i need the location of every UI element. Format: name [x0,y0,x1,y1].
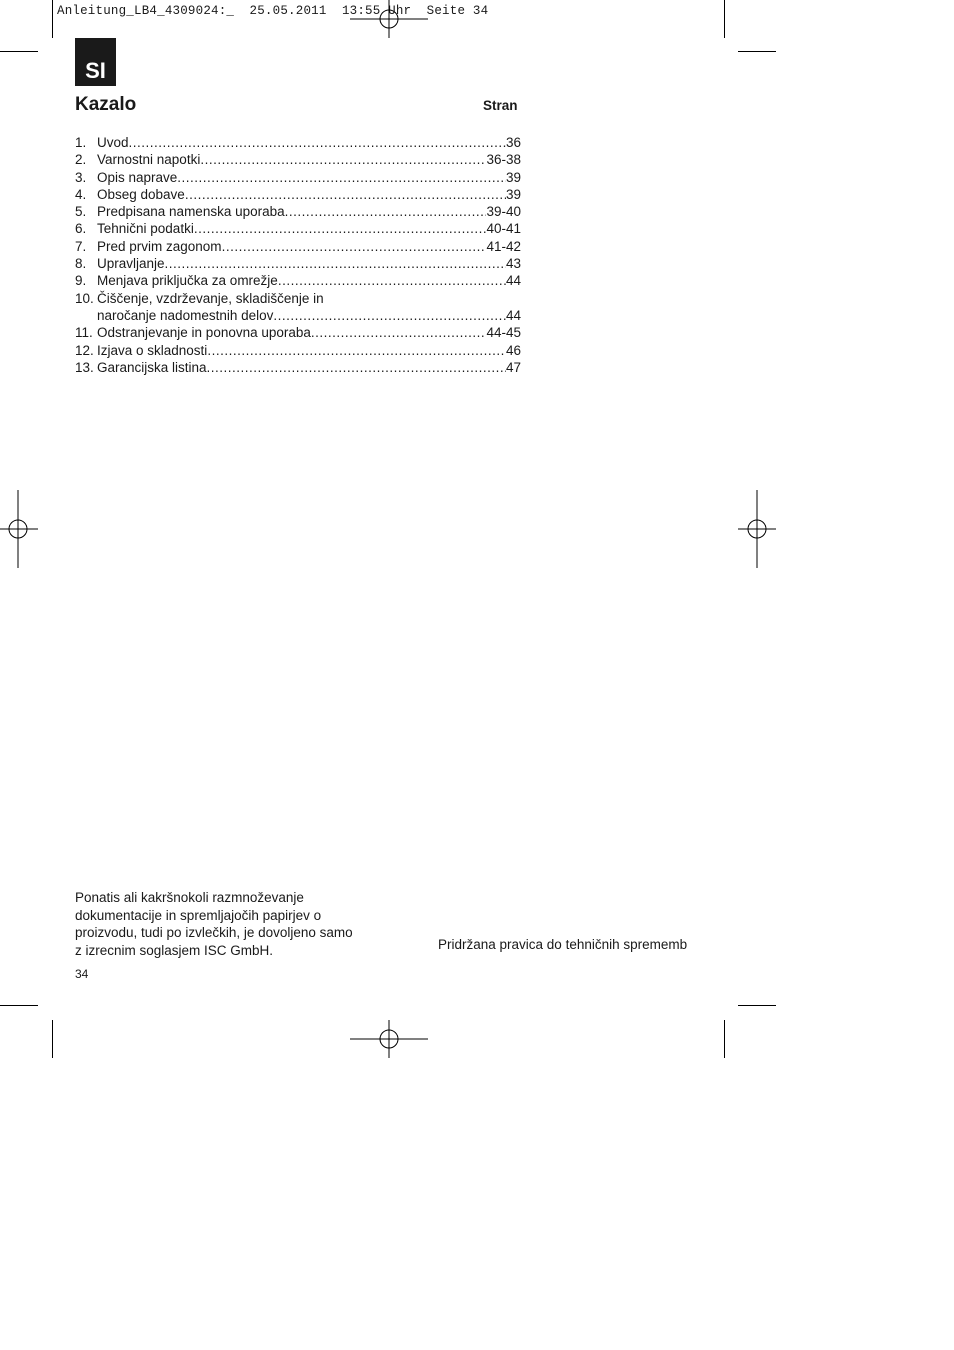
toc-label: Varnostni napotki [97,152,201,168]
toc-label: Upravljanje [97,256,165,272]
toc-label: Izjava o skladnosti [97,342,208,358]
toc-number: 2. [75,152,87,168]
toc-label: Opis naprave [97,169,178,185]
toc-leader [207,359,506,376]
toc-entry [75,203,521,220]
toc-number: 1. [75,135,87,150]
toc-label: Menjava priključka za omrežje [97,273,278,289]
toc-page: 47 [505,359,521,375]
toc-number: 9. [75,273,87,289]
toc-leader [222,238,487,255]
toc-entry [75,151,521,168]
toc-page: 44-45 [486,325,521,341]
toc-page: 36-38 [486,152,521,168]
toc-page: 46 [505,342,521,358]
toc-number: 10. [75,290,94,306]
rights-note: Pridržana pravica do tehničnih sprememb [438,937,688,952]
toc-leader [200,151,486,168]
toc-entry [75,169,521,186]
toc-leader [185,186,506,203]
toc-label: Garancijska listina [97,359,207,375]
language-badge: SI [75,38,116,86]
toc-entry [75,134,521,151]
toc-entry [75,272,521,289]
toc-leader [165,255,506,272]
toc-entry [75,220,521,237]
toc-label: Obseg dobave [97,186,185,202]
toc-leader [311,324,487,341]
registration-mark-right-icon [736,490,778,568]
toc-number: 6. [75,221,87,237]
page-number: 34 [75,967,89,981]
toc-label: Čiščenje, vzdrževanje, skladiščenje in [97,290,324,306]
toc-page: 44 [505,307,521,323]
toc-number: 4. [75,186,87,202]
toc-label: naročanje nadomestnih delov [97,307,274,323]
toc-leader [177,169,506,186]
toc-leader [129,134,506,151]
toc-number: 13. [75,359,94,375]
toc-entry [75,290,521,307]
toc-entry [75,324,521,341]
toc-number: 3. [75,169,87,185]
registration-mark-left-icon [0,490,40,568]
page-title: Kazalo [75,94,137,115]
registration-mark-top-icon [350,0,428,40]
toc-label: Pred prvim zagonom [97,238,222,254]
toc-entry [75,342,521,359]
toc-leader [278,272,506,289]
toc-leader [273,307,506,324]
toc-leader [207,342,506,359]
copyright-line: z izrecnim soglasjem ISC GmbH. [75,942,274,958]
toc-page: 39 [505,169,521,185]
table-of-contents [75,134,521,376]
toc-label: Predpisana namenska uporaba [97,204,285,220]
toc-page: 39 [505,186,521,202]
copyright-line: dokumentacije in spremljajočih papirjev o [75,907,322,923]
toc-leader [285,203,487,220]
toc-page: 44 [505,273,521,289]
toc-number: 5. [75,204,87,220]
toc-entry [75,359,521,376]
toc-entry [75,238,521,255]
toc-label: Odstranjevanje in ponovna uporaba [97,325,311,341]
toc-label: Tehnični podatki [97,221,194,237]
toc-page: 39-40 [486,204,521,220]
toc-number: 11. [75,325,93,341]
toc-number: 8. [75,256,87,272]
toc-page: 41-42 [486,238,521,254]
toc-page: 40-41 [486,221,521,237]
toc-label: Uvod [97,135,129,150]
toc-page: 36 [505,135,521,150]
registration-mark-bottom-icon [350,1020,428,1060]
toc-entry [75,186,521,203]
toc-leader [194,220,487,237]
copyright-line: Ponatis ali kakršnokoli razmnoževanje [75,890,304,905]
toc-page: 43 [505,256,521,272]
toc-number: 7. [75,238,87,254]
copyright-notice [75,889,385,959]
toc-entry-continued [75,307,521,324]
toc-number: 12. [75,342,94,358]
copyright-line: proizvodu, tudi po izvlečkih, je dovoljeno samo [75,925,353,940]
toc-entry [75,255,521,272]
print-header: Anleitung_LB4_4309024:_ 25.05.2011 13:55 Uhr Seite 34 [57,4,489,18]
page-column-label: Stran [483,98,518,113]
